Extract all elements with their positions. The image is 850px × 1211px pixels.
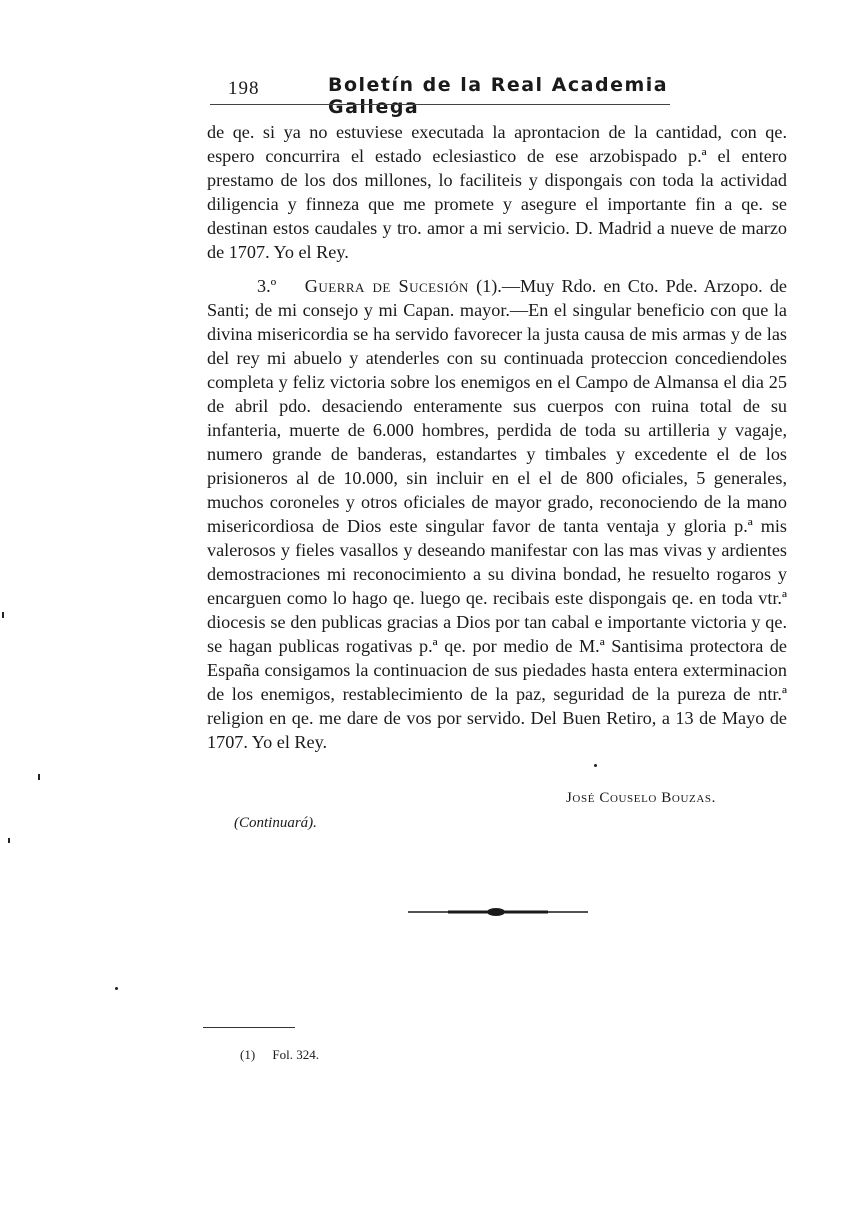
footnote-reference: (1) [476,276,498,296]
scan-speck [2,612,4,618]
body-text [207,120,787,754]
continuation-note: (Continuará). [234,815,317,831]
scan-speck [594,764,597,767]
header-rule [210,104,670,105]
ornamental-divider [408,906,588,918]
scan-speck [8,838,10,843]
page-header [200,72,700,118]
footnote-marker: (1) [240,1047,256,1062]
author-signature: José Couselo Bouzas. [566,790,716,806]
paragraph-2-number: 3.º [257,276,277,296]
running-title: Boletín de la Real Academia Gallega [328,74,669,118]
page-number: 198 [228,78,260,99]
scan-speck [38,774,40,780]
footnote-rule [203,1027,295,1028]
paragraph-2-text: .—Muy Rdo. en Cto. Pde. Arzopo. de Santi; de mi consejo y mi Capan. mayor.—En el singular beneficio con que la divina misericordia se ha servido favorecer la justa causa de mis armas y de las del rey mi abuelo y atenderles con su continuada proteccion concediendoles completa y feliz victoria sobre los enemigos en el Campo de Almansa el dia 25 de abril pdo. desaciendo enteramente sus cuerpos con ruina total de su infanteria, muerte de 6.000 hombres, perdida de toda su artilleria y vagaje, numero grande de banderas, estandartes y timbales y excedente el de los prisioneros al de 10.000, sin incluir en el el de 800 oficiales, 5 generales, muchos coroneles y otros oficiales de mayor grado, reconociendo de la mano misericordiosa de Dios este singular favor de tanta ventaja y gloria p.ª mis valerosos y fieles vasallos y deseando manifestar con las mas vivas y ardientes demostraciones mi reconocimiento a su divina bondad, he resuelto rogaros y encarguen como lo hago qe. luego qe. recibais este dispongais qe. en toda vtr.ª diocesis se den publicas gracias a Dios por tan cabal e importante victoria y qe. se hagan publicas rogativas p.ª qe. por medio de M.ª Santisima protectora de España consigamos la continuacion de sus piedades hasta entera exterminacion de los enemigos, restablecimiento de la paz, seguridad de la pureza de ntr.ª religion en qe. me dare de vos por servido. Del Buen Retiro, a 13 de Mayo de 1707. Yo el Rey. [207,276,787,752]
footnote-text: Fol. 324. [272,1047,320,1062]
paragraph-1: de qe. si ya no estuviese executada la aprontacion de la cantidad, con qe. espero concurrira el estado eclesiastico de ese arzobispado p.ª el entero prestamo de los dos millones, lo faciliteis y dispongais con toda la actividad diligencia y finneza que me promete y asegure el importante fin a qe. se destinan estos caudales y tro. amor a mi servicio. D. Madrid a nueve de marzo de 1707. Yo el Rey. [207,122,787,262]
paragraph-2 [207,274,787,754]
scan-speck [115,987,118,990]
footnote [240,1047,319,1063]
section-title: Guerra de Sucesión [304,276,469,296]
